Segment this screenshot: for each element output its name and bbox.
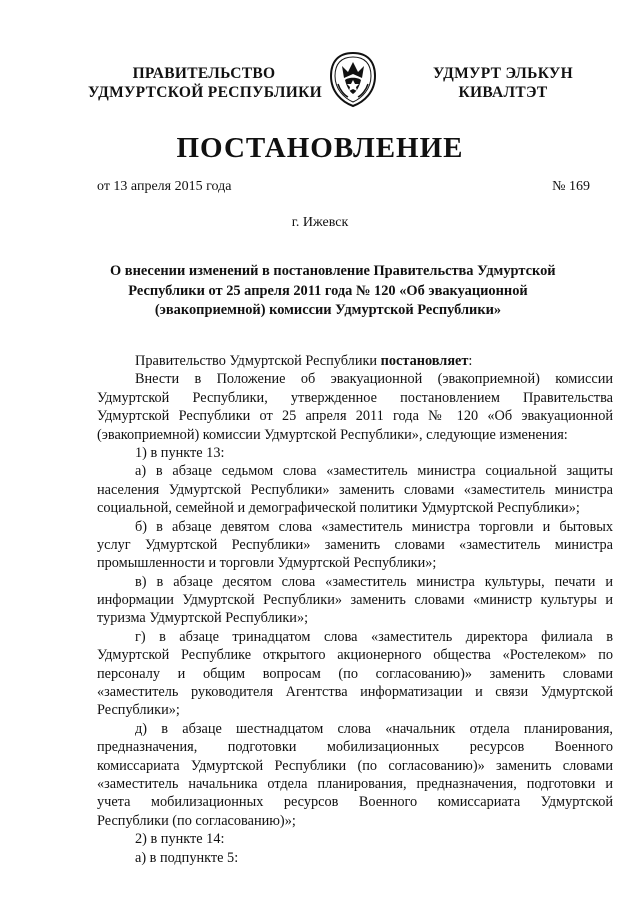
body-line: персоналу и общим вопросам (по согласованию)» заменить словами xyxy=(97,665,613,682)
intro-text: Правительство Удмуртской Республики xyxy=(135,353,381,369)
title-line: (эвакоприемной) комиссии Удмуртской Республики» xyxy=(154,302,502,318)
body-line: (эвакоприемной) комиссии Удмуртской Республики», следующие изменения: xyxy=(97,426,568,443)
title-line: О внесении изменений в постановление Правительства Удмуртской xyxy=(110,263,556,279)
title-line: Республики от 25 апреля 2011 года № 120 «Об эвакуационной xyxy=(128,282,528,299)
body-line: туризма Удмуртской Республики»; xyxy=(97,610,309,627)
body-line: 1) в пункте 13: xyxy=(135,444,225,461)
issuer-line: УДМУРТ ЭЛЬКУН xyxy=(433,65,573,82)
body-line: Удмуртской Республике открытого акционерного общества «Ростелеком» по xyxy=(97,647,613,664)
body-line: «заместитель начальника отдела планирования, предназначения, подготовки и xyxy=(97,775,613,792)
body-line: Республики (по согласованию)»; xyxy=(97,812,296,829)
document-body xyxy=(97,352,613,867)
coat-of-arms-icon xyxy=(328,50,378,108)
body-line: Удмуртской Республики от 25 апреля 2011 года № 120 «Об эвакуационной xyxy=(97,408,613,425)
document-number: № 169 xyxy=(552,179,590,194)
document-type-heading: ПОСТАНОВЛЕНИЕ xyxy=(176,132,464,164)
body-line: Внести в Положение об эвакуационной (эвакоприемной) комиссии xyxy=(135,371,613,388)
document-title xyxy=(110,262,556,321)
body-line: а) в абзаце седьмом слова «заместитель министра социальной защиты xyxy=(135,463,613,480)
issuer-line: КИВАЛТЭТ xyxy=(458,84,548,101)
body-intro-line xyxy=(97,352,613,370)
body-line: промышленности и торговли Удмуртской Республики»; xyxy=(97,555,437,572)
body-line: б) в абзаце девятом слова «заместитель министра торговли и бытовых xyxy=(135,518,613,535)
body-line: 2) в пункте 14: xyxy=(135,831,225,848)
body-line: информации Удмуртской Республики» заменить словами «министр культуры и xyxy=(97,592,613,609)
body-line: г) в абзаце тринадцатом слова «заместитель директора филиала в xyxy=(135,628,613,645)
body-line: услуг Удмуртской Республики» заменить словами «заместитель министра xyxy=(97,536,613,553)
body-line: учета мобилизационных ресурсов Военного комиссариата Удмуртской xyxy=(97,794,613,811)
document-city: г. Ижевск xyxy=(291,215,349,230)
body-line: д) в абзаце шестнадцатом слова «начальник отдела планирования, xyxy=(135,720,613,737)
body-line: в) в абзаце десятом слова «заместитель министра культуры, печати и xyxy=(135,573,613,590)
issuer-name-russian xyxy=(88,64,323,102)
body-line: комиссариата Удмуртской Республики (по согласованию)» заменить словами xyxy=(97,757,613,774)
issuer-name-udmurt xyxy=(418,64,588,102)
body-line: Республики»; xyxy=(97,702,180,719)
body-line: Удмуртской Республики, утвержденное постановлением Правительства xyxy=(97,389,613,406)
body-line: социальной, семейной и демографической политики Удмуртской Республики»; xyxy=(97,500,580,517)
issuer-line: ПРАВИТЕЛЬСТВО xyxy=(132,65,276,82)
body-line: а) в подпункте 5: xyxy=(135,849,239,866)
body-line: «заместитель руководителя Агентства информатизации и связи Удмуртской xyxy=(97,684,613,701)
intro-colon: : xyxy=(468,353,473,369)
body-line: предназначения, подготовки мобилизационных ресурсов Военного xyxy=(97,739,613,756)
intro-keyword: постановляет xyxy=(380,353,469,369)
issuer-line: УДМУРТСКОЙ РЕСПУБЛИКИ xyxy=(88,84,323,101)
document-date: от 13 апреля 2015 года xyxy=(97,179,232,194)
body-line: населения Удмуртской Республики» заменить словами «заместитель министра xyxy=(97,481,613,498)
